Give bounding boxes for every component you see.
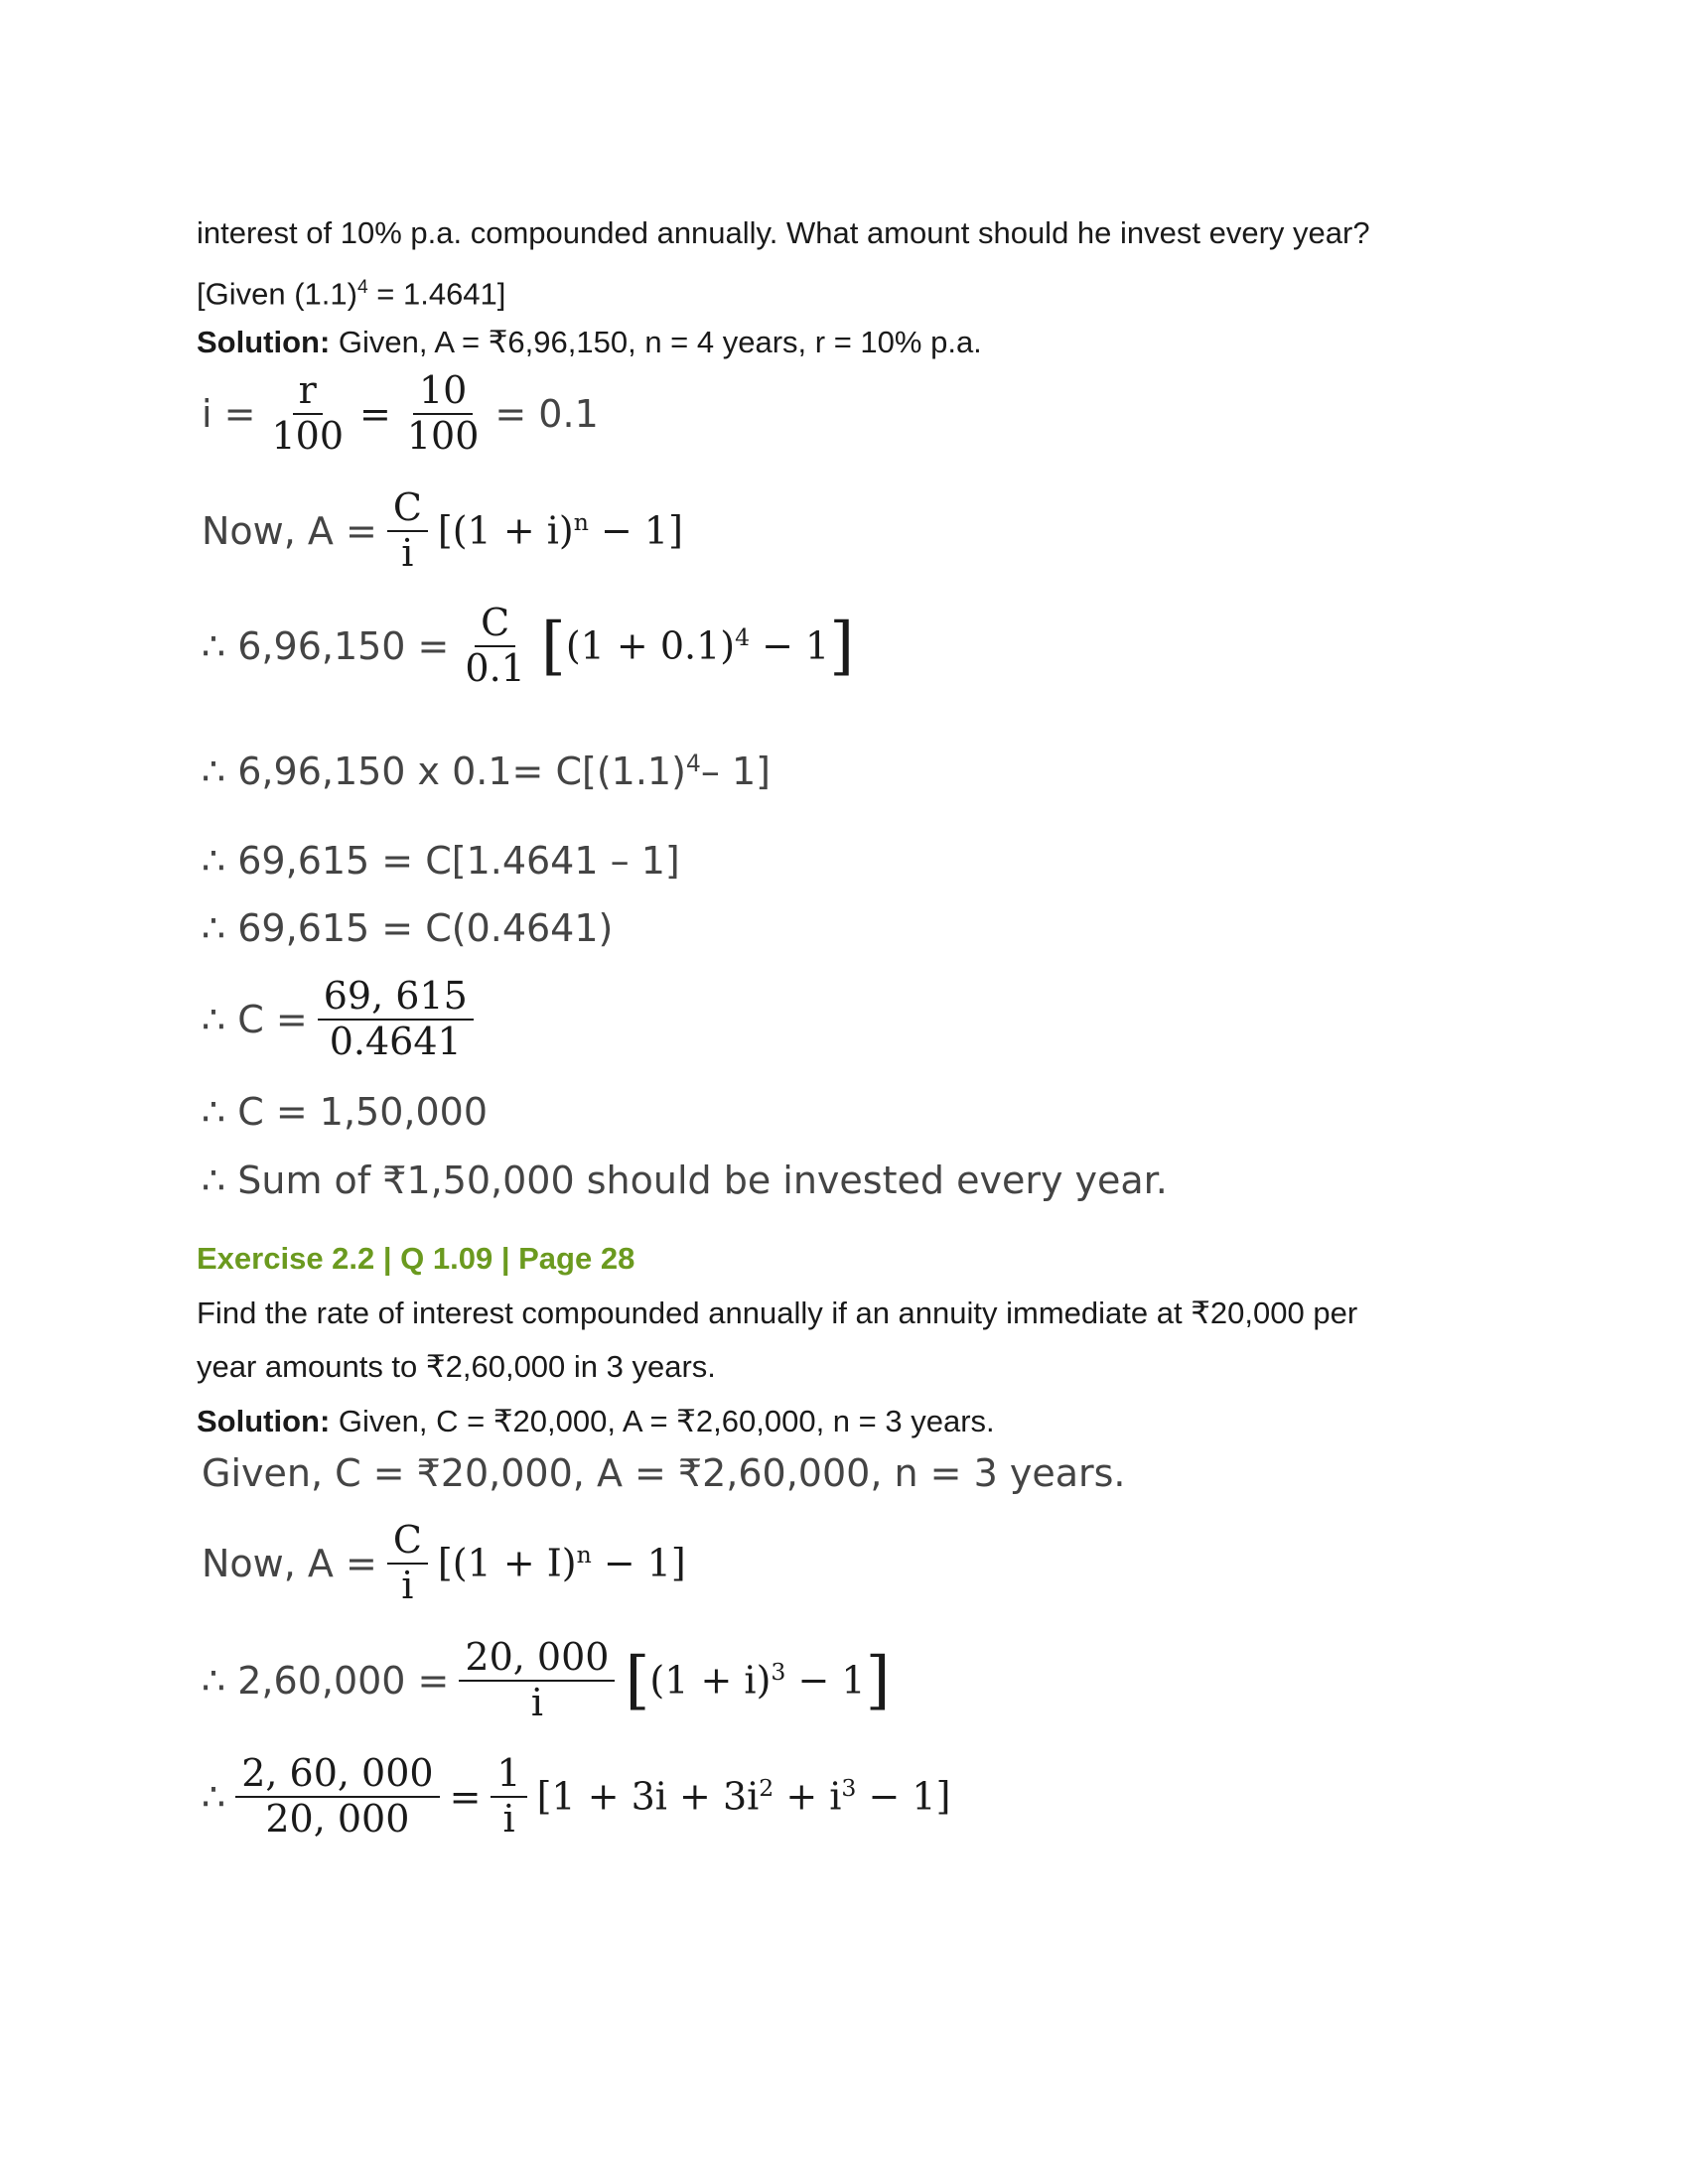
fraction-denominator: 0.1 bbox=[465, 645, 525, 690]
given-math-line: Given, C = ₹20,000, A = ₹2,60,000, n = 3 years. bbox=[202, 1451, 1126, 1495]
equation-step4: ∴ 69,615 = C(0.4641) bbox=[202, 906, 614, 950]
fraction-69615-over-0-4641 bbox=[318, 975, 474, 1063]
eq-rhs: = 0.1 bbox=[494, 391, 599, 436]
fraction-denominator: i bbox=[530, 1680, 543, 1724]
expansion-post: − 1] bbox=[856, 1775, 951, 1820]
step2-pre: ∴ 6,96,150 x 0.1= C[(1.1) bbox=[202, 750, 686, 793]
expansion-exponent-3: 3 bbox=[841, 1774, 857, 1803]
formula-body bbox=[438, 508, 683, 553]
bracket-exponent: 3 bbox=[771, 1658, 786, 1687]
expansion-pre: [1 + 3i + 3i bbox=[536, 1775, 760, 1820]
solution-given-line bbox=[197, 1402, 995, 1441]
given-hint-pre: [Given (1.1) bbox=[197, 276, 357, 312]
equation-annuity-formula bbox=[202, 486, 683, 575]
fraction-numerator: 10 bbox=[413, 369, 473, 415]
fraction-numerator: r bbox=[293, 369, 323, 415]
open-bracket: [ bbox=[625, 1643, 650, 1717]
fraction-r-over-100 bbox=[265, 369, 350, 458]
fraction-numerator: C bbox=[387, 486, 428, 532]
fraction-260000-over-20000 bbox=[235, 1752, 439, 1841]
fraction-c-over-0-1 bbox=[459, 602, 530, 690]
formula-exponent: n bbox=[573, 508, 589, 537]
formula-body bbox=[438, 1541, 686, 1585]
bracket-tail: − 1 bbox=[750, 624, 830, 669]
therefore-sign: ∴ bbox=[202, 1774, 226, 1819]
fraction-denominator: i bbox=[502, 1796, 515, 1841]
formula-base: [(1 + I) bbox=[437, 1542, 577, 1586]
fraction-denominator: i bbox=[401, 530, 414, 575]
fraction-numerator: 1 bbox=[491, 1752, 526, 1798]
equation-step1 bbox=[202, 1636, 891, 1724]
expansion-mid: + i bbox=[774, 1775, 842, 1820]
fraction-c-over-i bbox=[387, 486, 428, 575]
equation-step3: ∴ 69,615 = C[1.4641 – 1] bbox=[202, 839, 680, 883]
close-bracket: ] bbox=[865, 1643, 891, 1717]
equation-step5 bbox=[202, 975, 484, 1063]
expansion-body bbox=[537, 1774, 951, 1819]
solution-given: Given, A = ₹6,96,150, n = 4 years, r = 10% p.a. bbox=[330, 325, 982, 359]
bracket-exponent: 4 bbox=[735, 623, 751, 652]
equals-sign: = bbox=[359, 391, 391, 436]
equals-sign: = bbox=[449, 1774, 482, 1819]
equation-annuity-formula bbox=[202, 1519, 686, 1607]
bracket-base: (1 + 0.1) bbox=[565, 624, 736, 669]
solution-conclusion: ∴ Sum of ₹1,50,000 should be invested every year. bbox=[202, 1159, 1168, 1202]
exercise-heading: Exercise 2.2 | Q 1.09 | Page 28 bbox=[197, 1241, 635, 1276]
fraction-1-over-i bbox=[491, 1752, 526, 1841]
fraction-denominator: i bbox=[401, 1563, 414, 1607]
formula-exponent: n bbox=[576, 1541, 592, 1570]
fraction-20000-over-i bbox=[459, 1636, 615, 1724]
eq-lhs: i = bbox=[202, 391, 256, 436]
eq-lhs: ∴ 6,96,150 = bbox=[202, 623, 450, 668]
formula-tail: − 1] bbox=[591, 1542, 686, 1586]
fraction-c-over-i bbox=[387, 1519, 428, 1607]
bracket-body bbox=[566, 623, 829, 668]
question-line: Find the rate of interest compounded annually if an annuity immediate at ₹20,000 per bbox=[197, 1296, 1358, 1330]
given-hint-exponent: 4 bbox=[356, 277, 368, 298]
bracket-tail: − 1 bbox=[785, 1659, 866, 1704]
solution-label: Solution: bbox=[197, 325, 331, 359]
bracket-body bbox=[649, 1658, 865, 1703]
eq-lhs: ∴ C = bbox=[202, 997, 308, 1041]
given-hint-post: = 1.4641] bbox=[367, 276, 506, 312]
fraction-denominator: 100 bbox=[271, 413, 345, 458]
eq-lhs: Now, A = bbox=[202, 1541, 377, 1585]
solution-label: Solution: bbox=[197, 1404, 331, 1438]
equation-step6: ∴ C = 1,50,000 bbox=[202, 1090, 489, 1134]
fraction-denominator: 100 bbox=[406, 413, 480, 458]
fraction-numerator: 20, 000 bbox=[459, 1636, 615, 1682]
fraction-numerator: 2, 60, 000 bbox=[235, 1752, 439, 1798]
step2-post: – 1] bbox=[700, 750, 771, 793]
fraction-numerator: 69, 615 bbox=[318, 975, 474, 1021]
solution-given: Given, C = ₹20,000, A = ₹2,60,000, n = 3 years. bbox=[330, 1404, 995, 1438]
eq-lhs: Now, A = bbox=[202, 508, 377, 553]
equation-step2 bbox=[202, 750, 771, 793]
equation-step2 bbox=[202, 1752, 950, 1841]
equation-step1 bbox=[202, 602, 854, 690]
fraction-numerator: C bbox=[475, 602, 515, 647]
bracket-base: (1 + i) bbox=[649, 1659, 772, 1704]
fraction-denominator: 20, 000 bbox=[265, 1796, 410, 1841]
question-line: year amounts to ₹2,60,000 in 3 years. bbox=[197, 1349, 716, 1384]
formula-base: [(1 + i) bbox=[437, 509, 574, 554]
step2-exponent: 4 bbox=[685, 750, 701, 777]
open-bracket: [ bbox=[540, 609, 566, 683]
expansion-exponent-2: 2 bbox=[759, 1774, 774, 1803]
fraction-numerator: C bbox=[387, 1519, 428, 1565]
formula-tail: − 1] bbox=[588, 509, 683, 554]
eq-lhs: ∴ 2,60,000 = bbox=[202, 1658, 450, 1703]
fraction-10-over-100 bbox=[401, 369, 486, 458]
question-text-line: interest of 10% p.a. compounded annually. What amount should he invest every year? bbox=[197, 215, 1370, 250]
solution-given-line bbox=[197, 323, 982, 362]
equation-i-definition bbox=[202, 369, 599, 458]
close-bracket: ] bbox=[829, 609, 855, 683]
fraction-denominator: 0.4641 bbox=[329, 1019, 462, 1063]
given-hint bbox=[197, 268, 505, 314]
